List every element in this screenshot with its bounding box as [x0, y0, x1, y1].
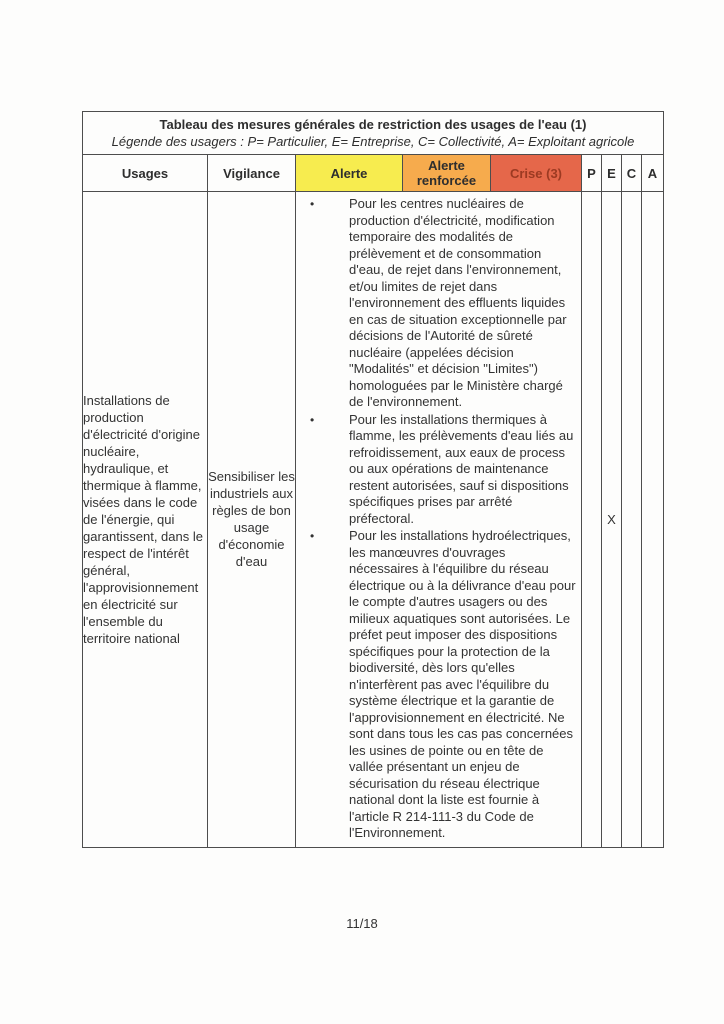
mark-cell-entreprise: X — [602, 192, 622, 848]
measure-item: • Pour les installations thermiques à flamme, les prélèvements d'eau liés au refroidissement, aux eaux de process ou aux opérations de maintenance restent autorisées, sauf si dispositions spécifiques prises par arrêté préfectoral. — [308, 412, 576, 528]
mark-cell-collectivite — [622, 192, 642, 848]
col-header-crise: Crise (3) — [491, 155, 582, 192]
usages-cell: Installations de production d'électricité d'origine nucléaire, hydraulique, et thermique à flamme, visées dans le code de l'énergie, qui garantissent, dans le respect de l'intérêt général, l'approvisionnement en électricité sur l'ensemble du territoire national — [83, 192, 208, 848]
table-title: Tableau des mesures générales de restriction des usages de l'eau (1) — [159, 117, 587, 132]
table-caption-row — [83, 112, 664, 155]
col-header-entreprise: E — [602, 155, 622, 192]
table-caption-cell — [83, 112, 664, 155]
table-row — [83, 192, 664, 848]
col-header-vigilance: Vigilance — [208, 155, 296, 192]
mark-cell-exploitant-agricole — [642, 192, 664, 848]
col-header-collectivite: C — [622, 155, 642, 192]
measure-item: • Pour les installations hydroélectriques, les manœuvres d'ouvrages nécessaires à l'équilibre du réseau électrique ou à la délivrance d'eau pour le compte d'autres usagers ou des milieux aquatiques sont autorisées. Le préfet peut imposer des dispositions spécifiques pour la protection de la biodiversité, dès lors qu'elles n'interfèrent pas avec l'équilibre du système électrique et la garantie de l'approvisionnement en électricité. Ne sont dans tous les cas pas concernées les usines de pointe ou en tête de vallée présentant un enjeu de sécurisation du réseau électrique national dont la liste est fournie à l'article R 214-111-3 du Code de l'Environnement. — [308, 528, 576, 842]
vigilance-cell: Sensibiliser les industriels aux règles de bon usage d'économie d'eau — [208, 192, 296, 848]
measure-item: • Pour les centres nucléaires de production d'électricité, modification temporaire des modalités de prélèvement et de consommation d'eau, de rejet dans l'environnement, et/ou limites de rejet dans l'environnement des effluents liquides en cas de situation exceptionnelle par décisions de l'Autorité de sûreté nucléaire (appelées décision "Modalités" et décision "Limites") homologuées par le Ministère chargé de l'environnement. — [308, 196, 576, 411]
col-header-alerte-renforcee: Alerte renforcée — [403, 155, 491, 192]
water-restriction-table — [82, 111, 664, 848]
measures-list — [296, 192, 581, 847]
col-header-particulier: P — [582, 155, 602, 192]
table-legend: Légende des usagers : P= Particulier, E= Entreprise, C= Collectivité, A= Exploitant agricole — [111, 134, 635, 149]
col-header-alerte: Alerte — [296, 155, 403, 192]
col-header-exploitant-agricole: A — [642, 155, 664, 192]
col-header-usages: Usages — [83, 155, 208, 192]
measures-cell — [296, 192, 582, 848]
page-number: 11/18 — [346, 916, 378, 931]
table-header-row — [83, 155, 664, 192]
mark-cell-particulier — [582, 192, 602, 848]
